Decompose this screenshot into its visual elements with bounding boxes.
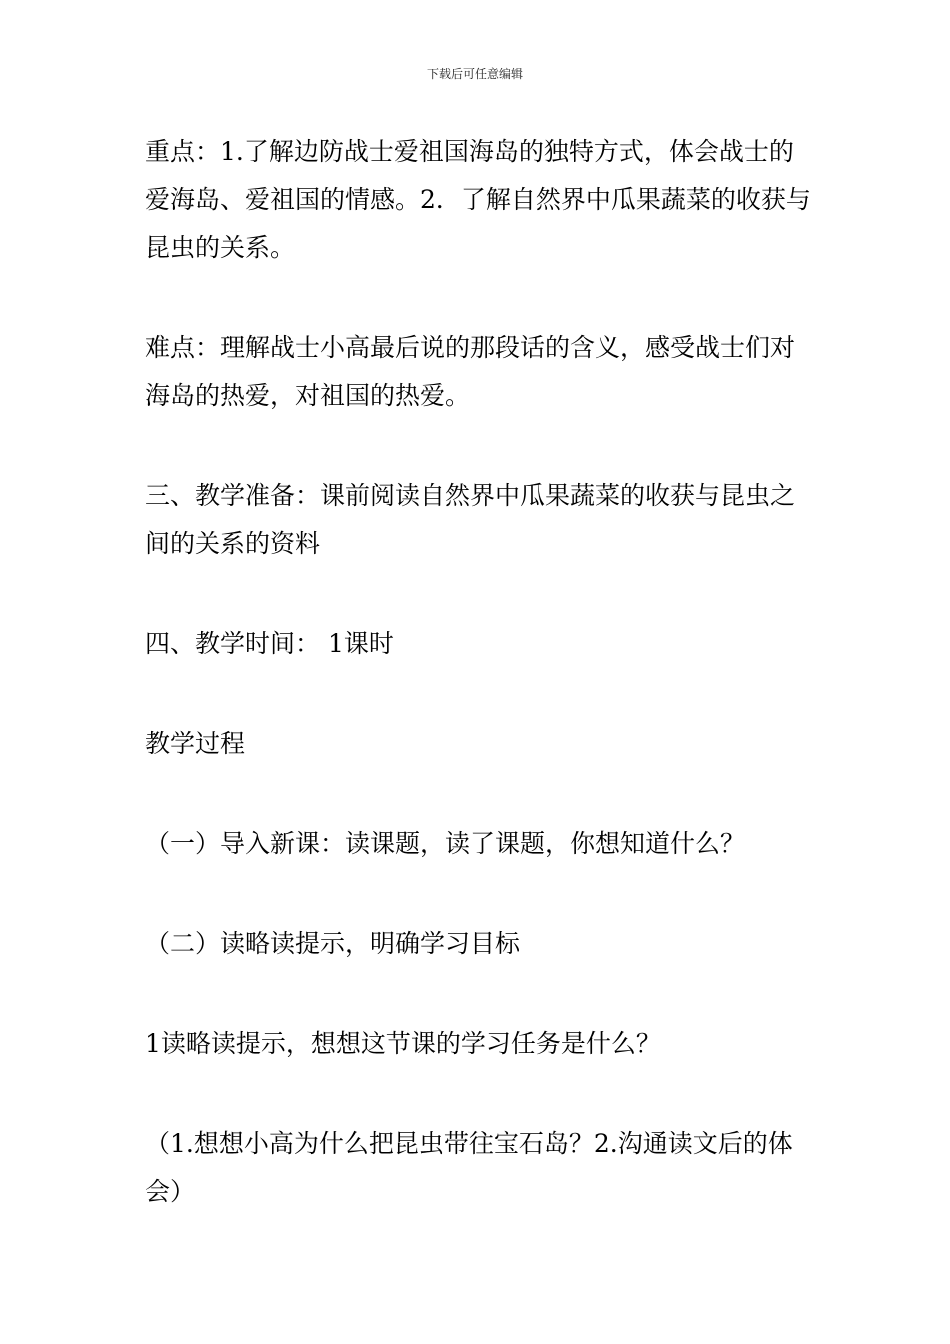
teaching-process-heading: 教学过程 [145, 729, 246, 758]
page-header: 下载后可任意编辑 [426, 67, 523, 81]
difficulty-paragraph: 难点：理解战士小高最后说的那段话的含义，感受战士们对海岛的热爱，对祖国的热爱。 [145, 333, 796, 410]
step-two-paragraph: （二）读略读提示，明确学习目标 [145, 929, 521, 958]
teaching-preparation-paragraph: 三、教学准备：课前阅读自然界中瓜果蔬菜的收获与昆虫之间的关系的资料 [145, 481, 796, 558]
task-question-paragraph: 1读略读提示，想想这节课的学习任务是什么？ [145, 1029, 661, 1058]
key-points-paragraph: 重点：1.了解边防战士爱祖国海岛的独特方式，体会战士的爱海岛、爱祖国的情感。2．了解自然界中瓜果蔬菜的收获与昆虫的关系。 [145, 137, 811, 262]
document-body [145, 128, 813, 1216]
step-one-paragraph: （一）导入新课：读课题，读了课题，你想知道什么？ [145, 829, 746, 858]
teaching-time-paragraph: 四、教学时间： 1课时 [145, 629, 394, 658]
task-list-paragraph: （1.想想小高为什么把昆虫带往宝石岛？2.沟通读文后的体会） [145, 1129, 793, 1206]
